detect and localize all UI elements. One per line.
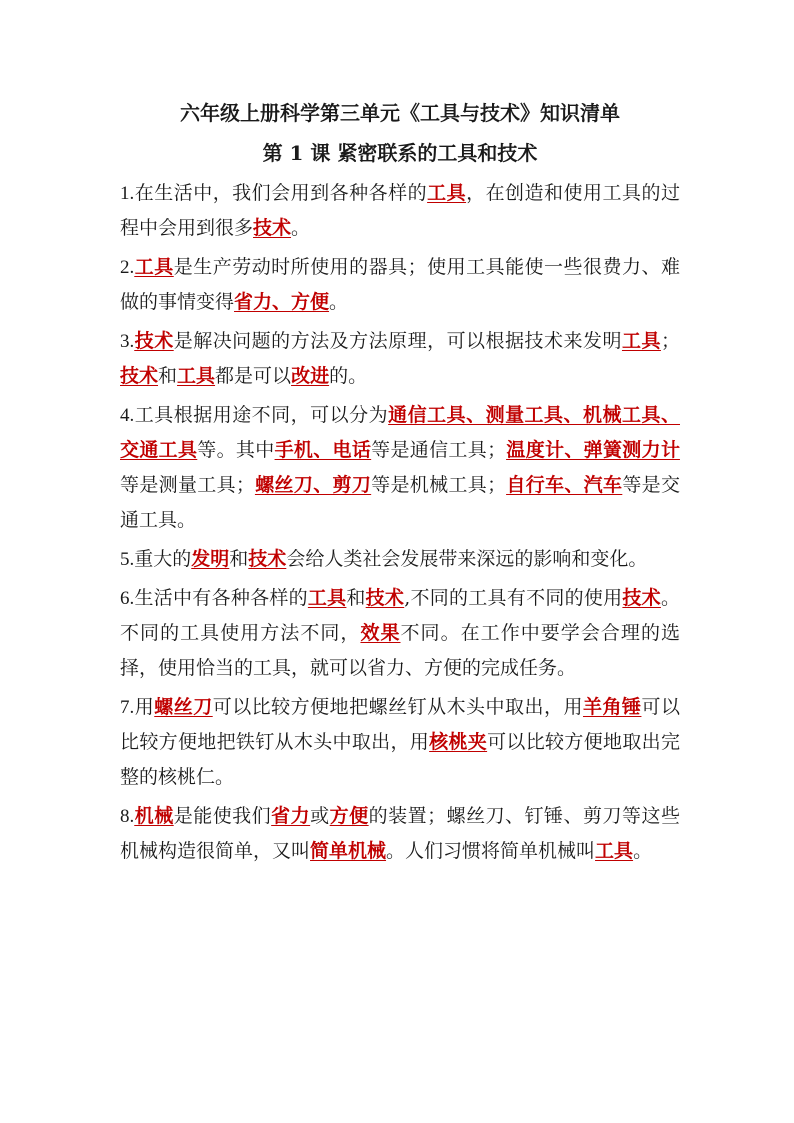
item-text: 可以比较方便地取出完整的核桃仁。: [120, 731, 680, 788]
key-term: 技术: [120, 365, 159, 387]
item-text: 等。其中: [197, 439, 275, 461]
lesson-subtitle: 第 1 课 紧密联系的工具和技术: [262, 141, 538, 165]
item-number: 4.: [120, 405, 135, 426]
item-text: 。人们习惯将简单机械叫: [386, 840, 596, 862]
key-term: 螺丝刀: [154, 696, 213, 718]
item-text: 是能使我们: [173, 805, 272, 827]
item-text: 是解决问题的方法及方法原理，可以根据技术来发明: [173, 330, 622, 352]
key-term: 工具: [427, 182, 467, 204]
key-term: 简单机械: [310, 840, 387, 862]
item-text: 。: [291, 217, 311, 239]
key-term: 羊角锤: [582, 696, 642, 718]
key-term: 工具: [134, 256, 174, 278]
item-text: 的。: [329, 365, 368, 387]
key-term: 发明: [191, 548, 230, 570]
item-number: 3.: [120, 331, 135, 352]
item-text: 和: [158, 365, 178, 387]
list-item: [120, 581, 680, 686]
key-term: 螺丝刀、剪刀: [254, 474, 372, 496]
item-text: 和: [346, 587, 366, 609]
item-text: ,不同的工具有不同的使用: [404, 587, 623, 609]
key-term: 效果: [360, 622, 401, 644]
document-page: [120, 98, 680, 873]
item-number: 8.: [120, 806, 135, 827]
item-text: 。: [329, 291, 349, 313]
list-item: [120, 250, 680, 320]
item-text: 不同。在工作中要学会合理的选择，使用恰当的工具，就可以省力、方便的完成任务。: [120, 622, 680, 679]
list-item: [120, 324, 680, 394]
knowledge-list: [120, 176, 680, 869]
item-text: 或: [310, 805, 330, 827]
item-text: 的装置；螺丝刀、钉锤、剪刀等这些机械构造很简单，又叫: [120, 805, 680, 862]
item-text: 在生活中，我们会用到各种各样的: [134, 182, 428, 204]
item-number: 6.: [120, 588, 135, 609]
key-term: 核桃夹: [429, 731, 488, 753]
item-number: 2.: [120, 257, 135, 278]
item-number: 1.: [120, 183, 135, 204]
item-text: 等是交通工具。: [120, 474, 680, 531]
item-text: 重大的: [134, 548, 192, 570]
key-term: 技术: [253, 217, 292, 239]
key-term: 温度计、弹簧测力计: [506, 439, 680, 461]
item-text: 工具根据用途不同，可以分为: [134, 404, 389, 426]
key-term: 技术: [622, 587, 661, 609]
item-text: 可以比较方便地把铁钉从木头中取出，用: [120, 696, 680, 753]
page-title: 六年级上册科学第三单元《工具与技术》知识清单: [180, 101, 620, 125]
key-term: 手机、电话: [274, 439, 372, 461]
list-item: [120, 690, 680, 795]
item-text: 等是通信工具；: [371, 439, 507, 461]
key-term: 自行车、汽车: [506, 474, 623, 496]
key-term: 通信工具、测量工具、机械工具、交通工具: [120, 404, 680, 461]
key-term: 工具: [307, 587, 347, 609]
key-term: 工具: [595, 840, 634, 862]
key-term: 工具: [621, 330, 661, 352]
key-term: 技术: [248, 548, 287, 570]
item-text: ，在创造和使用工具的过程中会用到很多: [120, 182, 680, 239]
item-number: 7.: [120, 697, 135, 718]
item-text: 。: [633, 840, 653, 862]
item-text: 生活中有各种各样的: [134, 587, 308, 609]
item-text: ；: [660, 330, 680, 352]
item-text: 都是可以: [215, 365, 292, 387]
item-text: 等是测量工具；: [120, 474, 255, 496]
item-text: 可以比较方便地把螺丝钉从木头中取出，用: [212, 696, 583, 718]
item-text: 和: [229, 548, 249, 570]
key-term: 技术: [365, 587, 405, 609]
list-item: [120, 799, 680, 869]
key-term: 省力: [271, 805, 311, 827]
key-term: 机械: [134, 805, 174, 827]
list-item: [120, 176, 680, 246]
item-text: 会给人类社会发展带来深远的影响和变化。: [286, 548, 648, 570]
item-text: 等是机械工具；: [371, 474, 507, 496]
key-term: 工具: [177, 365, 216, 387]
key-term: 技术: [134, 330, 174, 352]
item-text: 是生产劳动时所使用的器具；使用工具能使一些很费力、难做的事情变得: [120, 256, 680, 313]
key-term: 省力、方便: [234, 291, 330, 313]
list-item: [120, 542, 680, 577]
item-text: 用: [134, 696, 155, 718]
key-term: 改进: [291, 365, 330, 387]
item-text: 。不同的工具使用方法不同，: [120, 587, 680, 644]
list-item: [120, 398, 680, 538]
item-number: 5.: [120, 549, 135, 570]
key-term: 方便: [329, 805, 369, 827]
